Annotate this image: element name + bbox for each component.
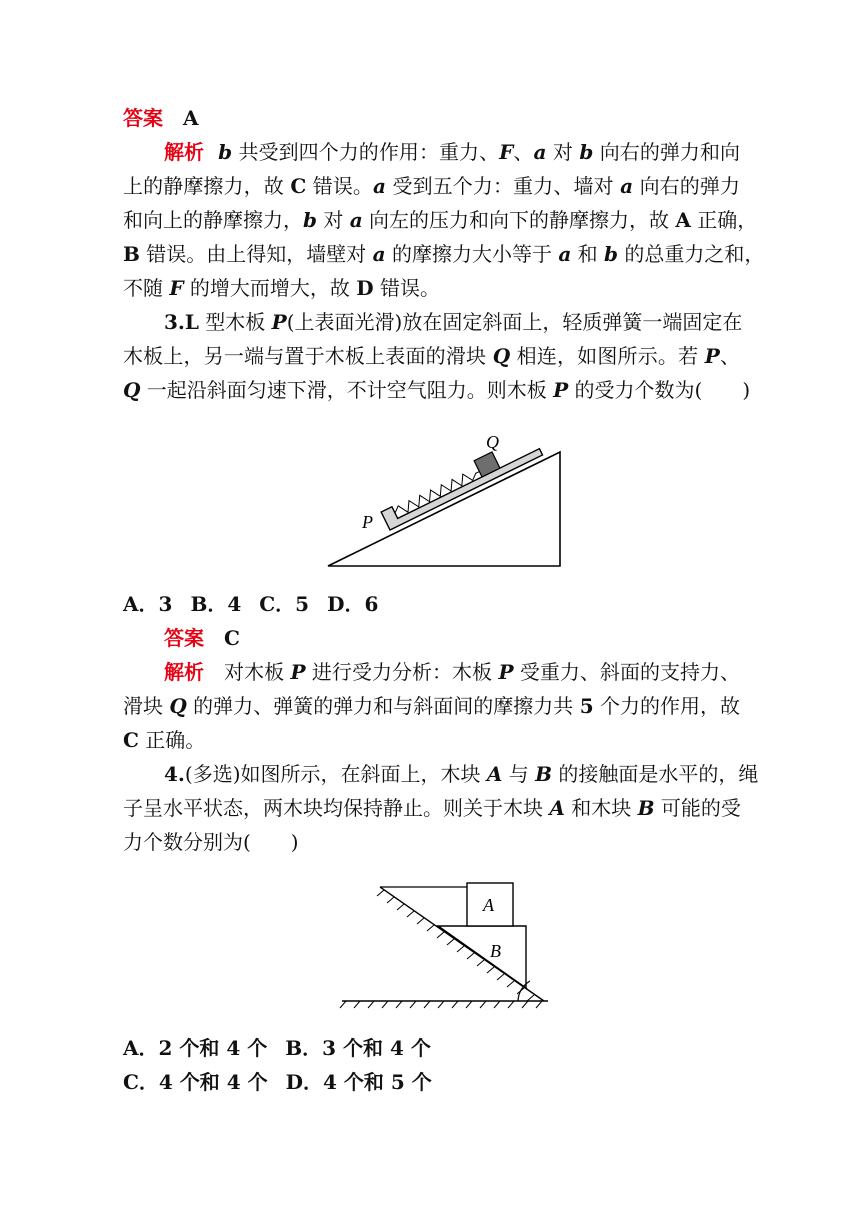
answer-label: 答案 <box>123 106 163 130</box>
label-q: Q <box>486 432 499 452</box>
analysis-label: 解析 <box>164 140 205 164</box>
option-c[interactable]: C．4 个和 4 个 <box>123 1070 268 1094</box>
q3-analysis-line-2: 滑块 Q 的弹力、弹簧的弹力和与斜面间的摩擦力共 5 个力的作用，故 <box>123 694 741 718</box>
option-c[interactable]: C．5 <box>259 592 310 616</box>
q3-analysis-line-3: C 正确。 <box>123 728 206 752</box>
option-b[interactable]: B．4 <box>190 592 242 616</box>
q3-stem-line-1: 3.L 型木板 P(上表面光滑)放在固定斜面上，轻质弹簧一端固定在 <box>164 310 743 334</box>
q3-analysis-line-1: 解析 对木板 P 进行受力分析：木板 P 受重力、斜面的支持力、 <box>164 660 741 684</box>
q2-analysis-line-5: 不随 F 的增大而增大，故 D 错误。 <box>123 276 440 300</box>
q3-stem-line-2: 木板上，另一端与置于木板上表面的滑块 Q 相连，如图所示。若 P、 <box>123 344 741 368</box>
answer-value: A <box>183 106 199 130</box>
option-b[interactable]: B．3 个和 4 个 <box>285 1036 431 1060</box>
q2-analysis-line-3: 和向上的静摩擦力，b 对 a 向左的压力和向下的静摩擦力，故 A 正确， <box>123 208 758 232</box>
q4-figure-blocks-on-incline <box>330 865 560 1025</box>
q4-stem-line-3: 力个数分别为( ) <box>123 830 299 854</box>
q3-stem-line-3: Q 一起沿斜面匀速下滑，不计空气阻力。则木板 P 的受力个数为( ) <box>123 378 751 402</box>
option-d[interactable]: D．6 <box>327 592 379 616</box>
q2-analysis-line-1: 解析 b 共受到四个力的作用：重力、F、a 对 b 向右的弹力和向 <box>164 140 741 164</box>
q3-answer-line <box>164 621 781 655</box>
q4-options-row-2 <box>123 1065 740 1099</box>
q2-answer-line <box>123 101 740 135</box>
answer-label: 答案 <box>164 626 204 650</box>
board-group <box>379 433 543 530</box>
q4-options-row-1 <box>123 1031 740 1065</box>
incline-diagram <box>318 418 578 578</box>
answer-value: C <box>224 626 240 650</box>
q4-stem-line-2: 子呈水平状态，两木块均保持静止。则关于木块 A 和木块 B 可能的受 <box>123 796 741 820</box>
ground-hatching <box>340 1001 542 1008</box>
option-a[interactable]: A．3 <box>123 592 173 616</box>
q3-figure-incline-spring <box>318 418 578 578</box>
q3-options <box>123 587 740 621</box>
incline-triangle <box>328 452 560 566</box>
label-p: P <box>362 512 373 532</box>
q4-stem-line-1: 4.(多选)如图所示，在斜面上，木块 A 与 B 的接触面是水平的，绳 <box>164 762 759 786</box>
q2-analysis-line-4: B 错误。由上得知，墙壁对 a 的摩擦力大小等于 a 和 b 的总重力之和， <box>123 242 765 266</box>
spring <box>393 467 482 517</box>
blocks-diagram <box>330 865 560 1025</box>
option-a[interactable]: A．2 个和 4 个 <box>123 1036 268 1060</box>
label-b: B <box>490 941 501 961</box>
q2-analysis-line-2: 上的静摩擦力，故 C 错误。a 受到五个力：重力、墙对 a 向右的弹力 <box>123 174 741 198</box>
analysis-label: 解析 <box>164 660 205 684</box>
option-d[interactable]: D．4 个和 5 个 <box>285 1070 432 1094</box>
label-a: A <box>483 895 494 915</box>
